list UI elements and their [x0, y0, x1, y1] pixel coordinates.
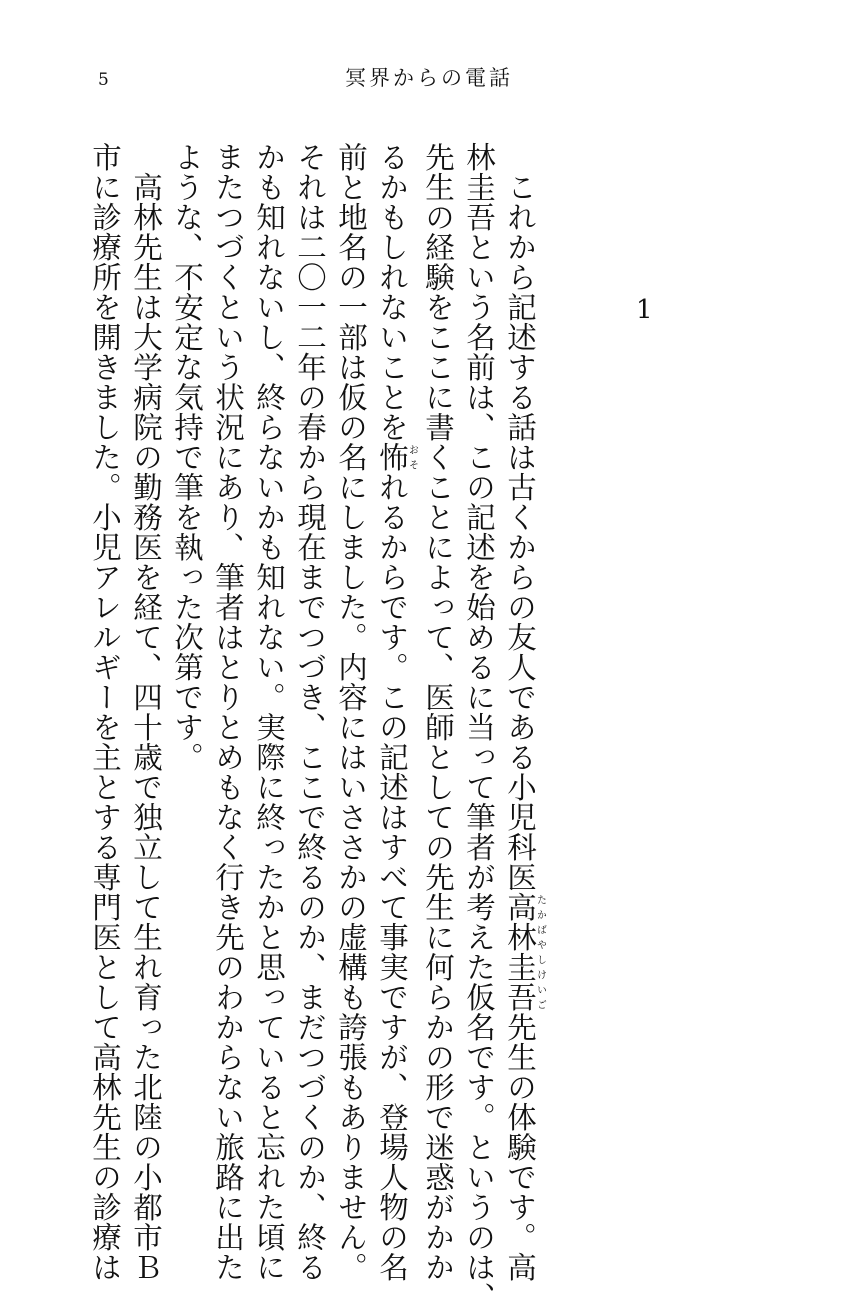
page-number: 5: [98, 70, 109, 90]
text-column-2: 林圭吾という名前は、この記述を始めるに当って筆者が考えた仮名です。というのは、: [462, 142, 496, 1312]
text-column-6: それは二〇一二年の春から現在までつづき、ここで終るのか、まだつづくのか、終る: [293, 142, 327, 1282]
ruby-takabayashi-keigo: 高林圭吾たかばやしけいご: [503, 892, 546, 1012]
text-column-3: 先生の経験をここに書くことによって、医師としての先生に何らかの形で迷惑がかか: [421, 142, 455, 1282]
text-column-5: 前と地名の一部は仮の名にしました。内容にはいささかの虚構も誇張もありません。: [334, 142, 368, 1282]
running-head: 冥界からの電話: [345, 66, 513, 90]
text-column-1: これから記述する話は古くからの友人である小児科医高林圭吾たかばやしけいご先生の体験です。高: [503, 142, 546, 1282]
chapter-number: 1: [636, 295, 653, 325]
text-column-10: 高林先生は大学病院の勤務医を経て、四十歳で独立して生れ育った北陸の小都市Ｂ: [129, 142, 163, 1282]
text-column-11: 市に診療所を開きました。小児アレルギーを主とする専門医として高林先生の診療は: [88, 142, 122, 1282]
ruby-osore: 怖おそ: [375, 442, 418, 472]
body-text: [85, 142, 546, 1312]
text-column-9: ような、不安定な気持で筆を執った次第です。: [170, 142, 204, 772]
text-column-7: かも知れないし、終らないかも知れない。実際に終ったかと思っていると忘れた頃に: [252, 142, 286, 1282]
text-column-8: またつづくという状況にあり、筆者はとりとめもなく行き先のわからない旅路に出た: [211, 142, 245, 1282]
text-column-4: るかもしれないことを怖おそれるからです。この記述はすべて事実ですが、登場人物の名: [375, 142, 418, 1282]
